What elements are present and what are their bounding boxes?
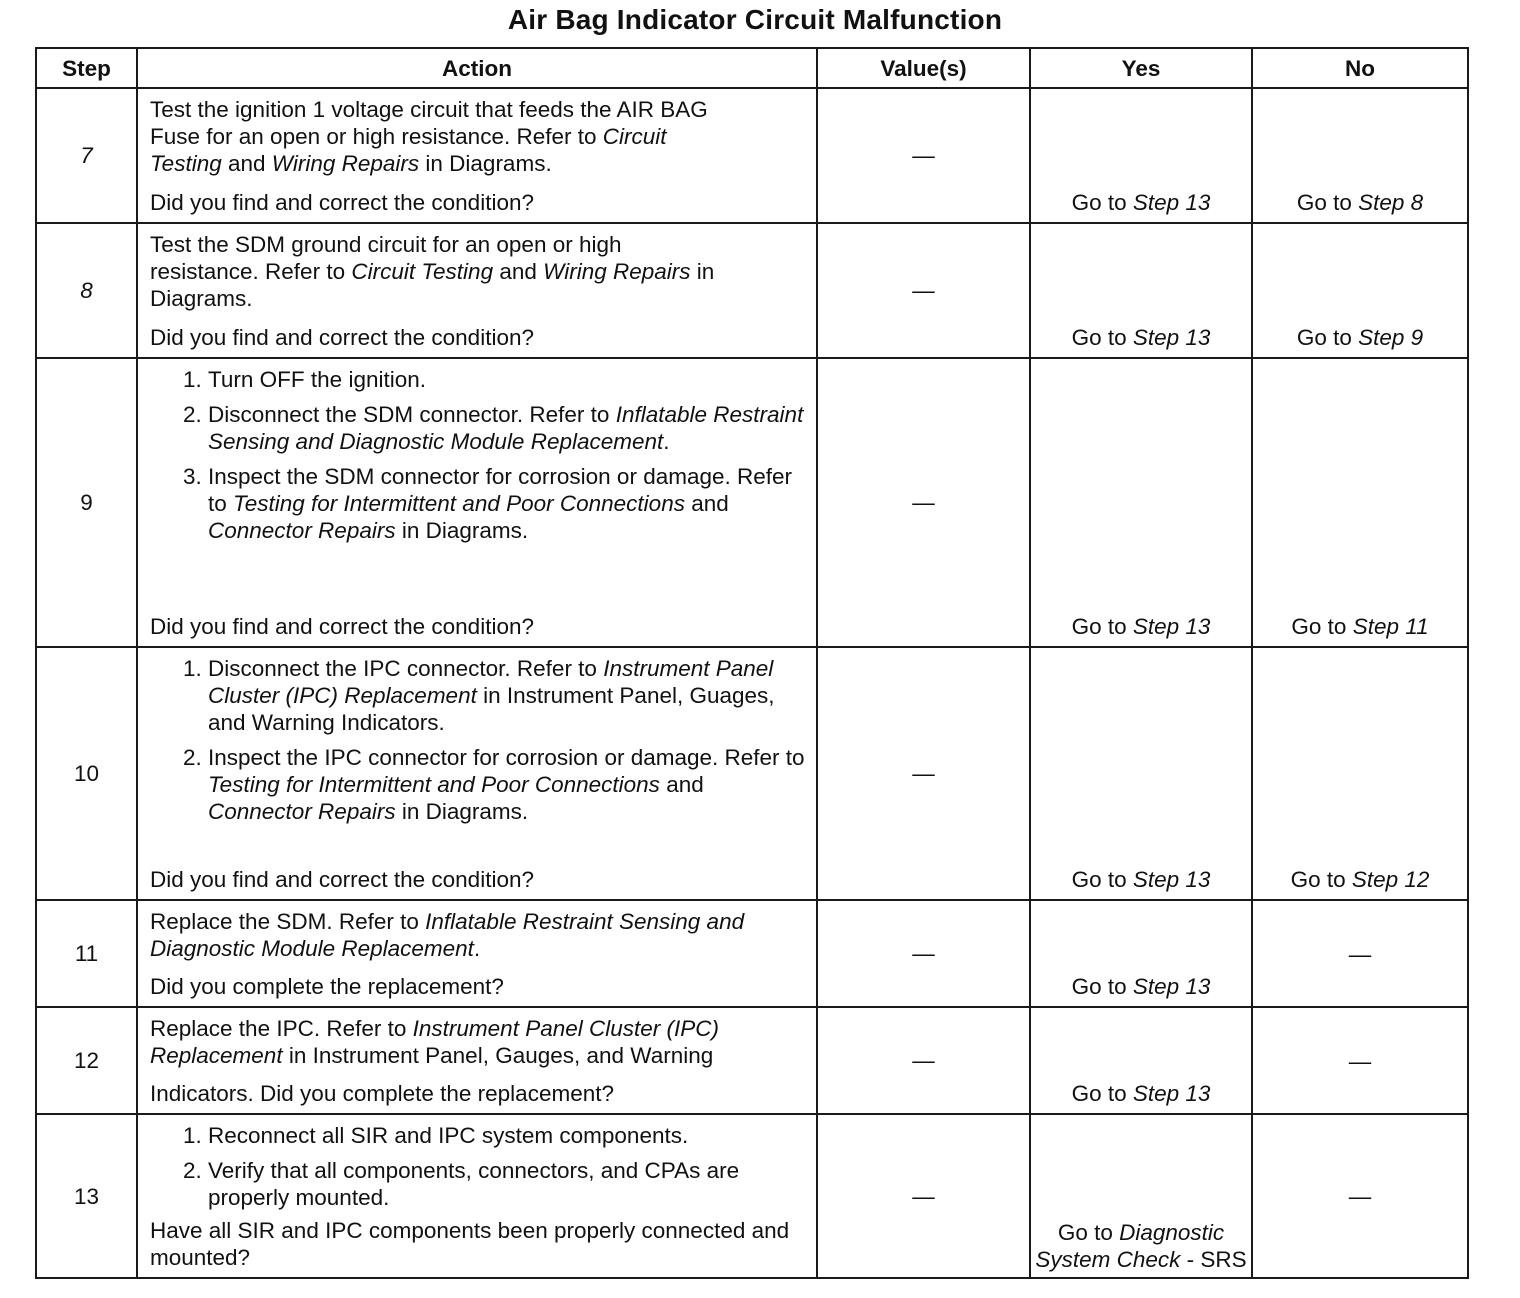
value-cell: — [817, 223, 1030, 358]
action-list [150, 366, 806, 552]
action-cell [137, 900, 817, 1007]
question-text: Indicators. Did you complete the replacement? [150, 1081, 614, 1106]
no-cell: Go to Step 12 [1252, 647, 1468, 900]
header-action: Action [137, 48, 817, 88]
value-cell: — [817, 1007, 1030, 1114]
question-text: Did you complete the replacement? [150, 974, 504, 999]
action-text: Test the SDM ground circuit for an open or high resistance. Refer to Circuit Testing and Wiring Repairs in Diagrams. [150, 232, 715, 311]
list-item: 1. Reconnect all SIR and IPC system components. [208, 1122, 806, 1149]
action-cell [137, 647, 817, 900]
table-row [36, 88, 1468, 223]
action-list [150, 1122, 806, 1211]
step-number: 10 [36, 647, 137, 900]
value-cell: — [817, 358, 1030, 647]
step-number: 11 [36, 900, 137, 1007]
list-item: 3. Inspect the SDM connector for corrosion or damage. Refer to Testing for Intermittent and Poor Connections and Connector Repairs in Diagrams. [208, 463, 806, 544]
action-cell [137, 88, 817, 223]
yes-cell: Go to Step 13 [1030, 88, 1252, 223]
step-number: 7 [36, 88, 137, 223]
table-row [36, 1114, 1468, 1278]
table-row [36, 647, 1468, 900]
action-cell [137, 1007, 817, 1114]
question-text: Did you find and correct the condition? [150, 190, 534, 215]
header-row [36, 48, 1468, 88]
step-number: 8 [36, 223, 137, 358]
diagnostic-table [35, 47, 1469, 1279]
header-no: No [1252, 48, 1468, 88]
action-text: Replace the IPC. Refer to Instrument Panel Cluster (IPC) Replacement in Instrument Panel, Gauges, and Warning [150, 1016, 720, 1068]
no-cell: Go to Step 11 [1252, 358, 1468, 647]
header-yes: Yes [1030, 48, 1252, 88]
page-title: Air Bag Indicator Circuit Malfunction [507, 4, 1003, 35]
yes-cell: Go to Step 13 [1030, 900, 1252, 1007]
action-cell [137, 1114, 817, 1278]
value-cell: — [817, 1114, 1030, 1278]
value-cell: — [817, 647, 1030, 900]
action-list [150, 655, 806, 833]
header-values: Value(s) [817, 48, 1030, 88]
list-item: 2. Inspect the IPC connector for corrosion or damage. Refer to Testing for Intermittent and Poor Connections and Connector Repairs in Diagrams. [208, 744, 806, 825]
action-cell [137, 223, 817, 358]
no-cell: — [1252, 1007, 1468, 1114]
list-item: 1. Disconnect the IPC connector. Refer to Instrument Panel Cluster (IPC) Replacement in Instrument Panel, Guages, and Warning Indicators. [208, 655, 806, 736]
header-step: Step [36, 48, 137, 88]
no-cell: Go to Step 9 [1252, 223, 1468, 358]
list-item: 2. Verify that all components, connectors, and CPAs are properly mounted. [208, 1157, 806, 1211]
question-text: Did you find and correct the condition? [150, 614, 534, 639]
yes-cell: Go to Step 13 [1030, 223, 1252, 358]
value-cell: — [817, 88, 1030, 223]
action-text: Test the ignition 1 voltage circuit that feeds the AIR BAG Fuse for an open or high resistance. Refer to Circuit Testing and Wiring Repairs in Diagrams. [150, 97, 708, 176]
value-cell: — [817, 900, 1030, 1007]
question-text: Did you find and correct the condition? [150, 867, 534, 892]
action-text: Replace the SDM. Refer to Inflatable Restraint Sensing and Diagnostic Module Replacement. [150, 909, 745, 961]
yes-cell: Go to Step 13 [1030, 358, 1252, 647]
step-number: 13 [36, 1114, 137, 1278]
list-item: 1. Turn OFF the ignition. [208, 366, 806, 393]
question-text: Did you find and correct the condition? [150, 325, 534, 350]
table-row [36, 900, 1468, 1007]
table-row [36, 223, 1468, 358]
yes-cell: Go to Step 13 [1030, 1007, 1252, 1114]
table-row [36, 358, 1468, 647]
step-number: 12 [36, 1007, 137, 1114]
yes-cell: Go to Step 13 [1030, 647, 1252, 900]
no-cell: — [1252, 1114, 1468, 1278]
question-text: Have all SIR and IPC components been properly connected and mounted? [150, 1218, 790, 1270]
no-cell: Go to Step 8 [1252, 88, 1468, 223]
action-cell [137, 358, 817, 647]
no-cell: — [1252, 900, 1468, 1007]
yes-cell: Go to Diagnostic System Check - SRS [1030, 1114, 1252, 1278]
list-item: 2. Disconnect the SDM connector. Refer to Inflatable Restraint Sensing and Diagnostic Module Replacement. [208, 401, 806, 455]
step-number: 9 [36, 358, 137, 647]
table-row [36, 1007, 1468, 1114]
